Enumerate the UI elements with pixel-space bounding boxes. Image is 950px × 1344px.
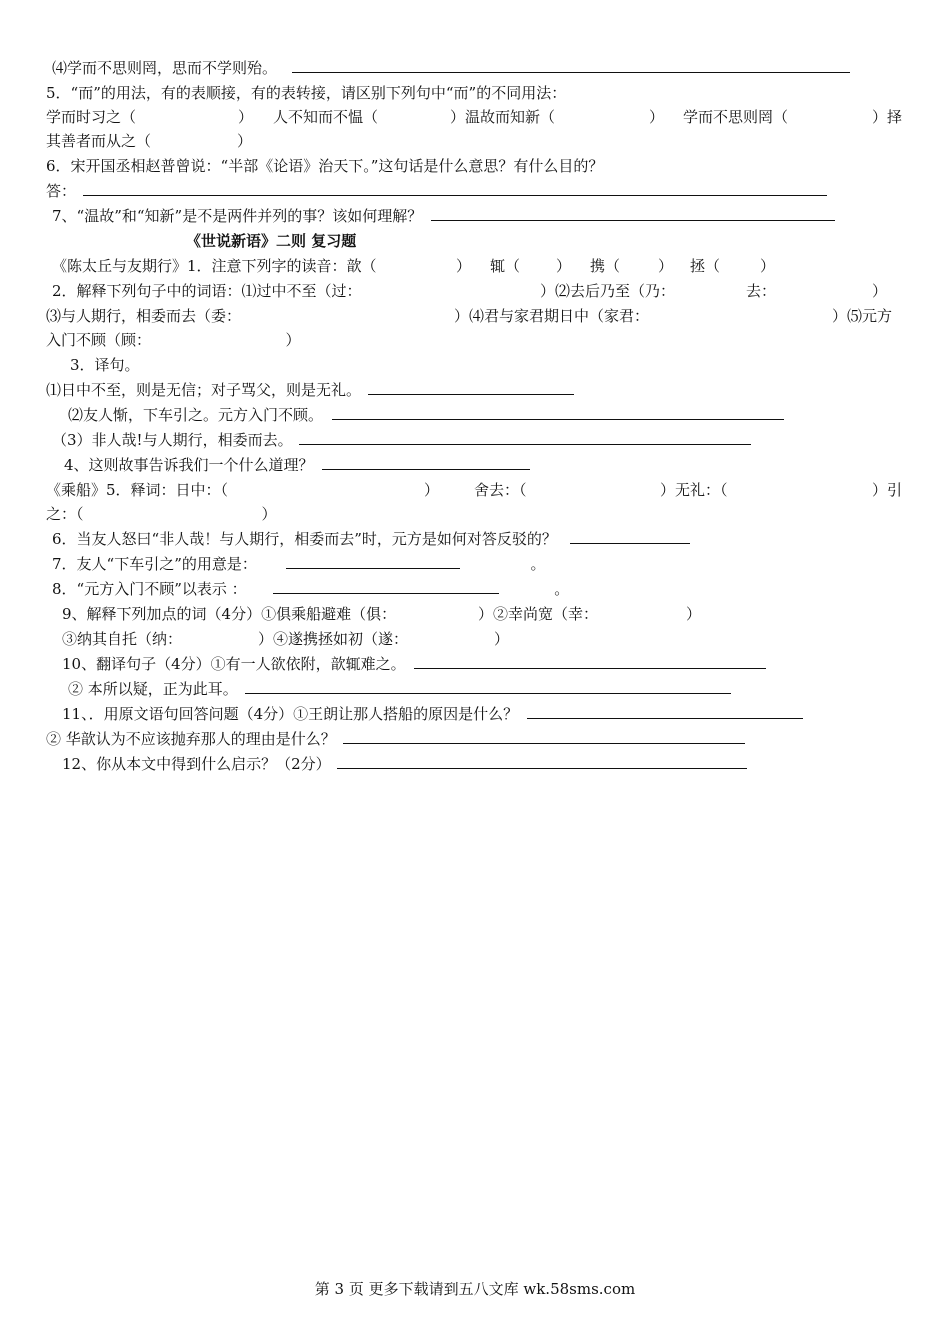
q5-prompt: 5．“而”的用法，有的表顺接，有的表转接，请区别下列句中“而”的不同用法： xyxy=(46,84,567,102)
q3-item-2: ⑵友人惭，下车引之。元方入门不顾。 xyxy=(68,405,784,425)
q4-line: ⑷学而不思则罔，思而不学则殆。 xyxy=(52,58,850,78)
answer-blank[interactable] xyxy=(332,405,784,420)
answer-blank[interactable] xyxy=(570,529,690,544)
answer-blank[interactable] xyxy=(337,754,747,769)
answer-blank[interactable] xyxy=(292,58,850,73)
answer-blank[interactable] xyxy=(83,181,827,196)
q6-prompt: 6．宋开国丞相赵普曾说：“半部《论语》治天下。”这句话是什么意思？有什么目的？ xyxy=(46,157,604,175)
q12-line: 12、你从本文中得到什么启示？（2分） xyxy=(62,754,747,774)
q5-definitions-cont: 之：（ ） xyxy=(46,505,277,523)
q10-line-2: ② 本所以疑，正为此耳。 xyxy=(68,679,731,699)
answer-blank[interactable] xyxy=(299,430,751,445)
answer-blank[interactable] xyxy=(431,206,835,221)
q2-line-3: 入门不顾（顾： ） xyxy=(46,331,301,349)
q8-meaning: 8．“元方入门不顾”以表示 ： 。 xyxy=(52,580,570,598)
q6-retort: 6．当友人怒曰“非人哉！与人期行，相委而去”时，元方是如何对答反驳的？ xyxy=(52,529,690,549)
answer-blank[interactable] xyxy=(527,704,803,719)
q11-line-2: ② 华歆认为不应该抛弃那人的理由是什么？ xyxy=(46,729,745,749)
q4-moral: 4、这则故事告诉我们一个什么道理？ xyxy=(64,455,530,475)
q7-line: 7、“温故”和“知新”是不是两件并列的事？该如何理解？ xyxy=(52,206,835,226)
answer-blank[interactable] xyxy=(322,455,530,470)
q3-item-3: （3）非人哉!与人期行，相委而去。 xyxy=(52,430,751,450)
q3-prompt: 3．译句。 xyxy=(70,356,140,374)
q3-item-1: ⑴日中不至，则是无信；对子骂父，则是无礼。 xyxy=(46,380,574,400)
answer-blank[interactable] xyxy=(343,729,745,744)
q7-intent: 7．友人“下车引之”的用意是： 。 xyxy=(52,555,546,573)
answer-blank[interactable] xyxy=(414,654,766,669)
answer-blank[interactable] xyxy=(273,579,499,594)
page-footer: 第 3 页 更多下载请到五八文库 wk.58sms.com xyxy=(314,1280,636,1298)
q11-line-1: 11、．用原文语句回答问题（4分）①王朗让那人搭船的原因是什么？ xyxy=(62,704,803,724)
answer-blank[interactable] xyxy=(368,380,574,395)
answer-blank[interactable] xyxy=(245,679,731,694)
section-title: 《世说新语》二则 复习题 xyxy=(186,232,357,250)
answer-blank[interactable] xyxy=(286,554,460,569)
q5-options-cont: 其善者而从之（ ） xyxy=(46,132,253,150)
q10-line-1: 10、翻译句子（4分）①有一人欲依附，歆辄难之。 xyxy=(62,654,766,674)
q6-answer-line: 答： xyxy=(46,181,827,201)
